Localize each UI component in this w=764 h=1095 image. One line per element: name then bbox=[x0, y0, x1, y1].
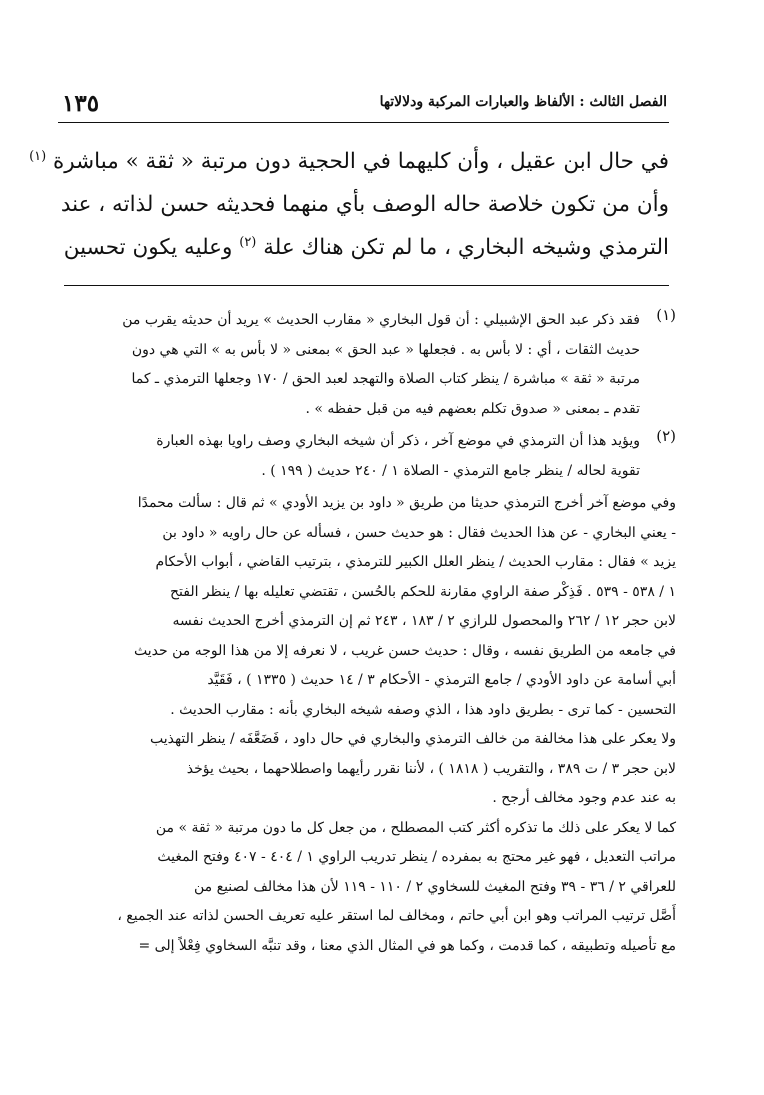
page-number: ١٣٥ bbox=[62, 90, 100, 117]
footnote-line: ١ / ٥٣٨ - ٥٣٩ . فَذِكْر صفة الراوي مقارنة للحكم بالحُسن ، تقتضي تعليله بها / ينظر الفتح bbox=[169, 583, 676, 600]
footnote-line: يزيد » فقال : مقارب الحديث / ينظر العلل الكبير للترمذي ، بترتيب القاضي ، أبواب الأحكام bbox=[155, 554, 676, 570]
footnote-continuation bbox=[62, 489, 676, 961]
footnote-line: تقدم ـ بمعنى « صدوق تكلم بعضهم فيه من قبل حفظه » . bbox=[305, 400, 640, 417]
footnote-line: به عند عدم وجود مخالف أرجح . bbox=[492, 790, 676, 806]
footnote-line: مراتب التعديل ، فهو غير محتج به بمفرده / ينظر تدريب الراوي ١ / ٤٠٤ - ٤٠٧ وفتح المغيث bbox=[157, 849, 676, 865]
footnote-line: للعراقي ٢ / ٣٦ - ٣٩ وفتح المغيث للسخاوي ٢ / ١١٠ - ١١٩ لأن هذا مخالف لصنيع من bbox=[194, 878, 676, 895]
footnote-line: لابن حجر ٣ / ت ٣٨٩ ، والتقريب ( ١٨١٨ ) ، لأننا نقرر رأيهما واصطلاحهما ، بحيث يؤخذ bbox=[186, 760, 676, 777]
footnote-line: وفي موضع آخر أخرج الترمذي حديثا من طريق « داود بن يزيد الأودي » ثم قال : سألت محمدًا bbox=[137, 495, 676, 511]
footnote-line: ويؤيد هذا أن الترمذي في موضع آخر ، ذكر أن شيخه البخاري وصف راويا بهذه العبارة bbox=[156, 433, 640, 449]
footnote-line: تقوية لحاله / ينظر جامع الترمذي - الصلاة ١ / ٢٤٠ حديث ( ١٩٩ ) . bbox=[261, 462, 640, 479]
footnote-line: مرتبة « ثقة » مباشرة / ينظر كتاب الصلاة والتهجد لعبد الحق / ١٧٠ وجعلها الترمذي ـ كما bbox=[131, 371, 640, 387]
main-text-line bbox=[60, 183, 669, 226]
main-text-segment: في حال ابن عقيل ، وأن كليهما في الحجية دون مرتبة « ثقة » مباشرة bbox=[46, 149, 669, 174]
footnote-line: أَصَّل ترتيب المراتب وهو ابن أبي حاتم ، ومخالف لما استقر عليه تعريف الحسن لذاته عند الجميع ، bbox=[117, 908, 676, 924]
main-text-segment: الترمذي وشيخه البخاري ، ما لم تكن هناك علة bbox=[256, 235, 669, 260]
footnote-number: (٢) bbox=[656, 427, 676, 445]
main-text-segment: وعليه يكون تحسين bbox=[63, 235, 240, 260]
running-title: الفصل الثالث : الألفاظ والعبارات المركبة ودلالاتها bbox=[379, 94, 667, 110]
main-text-line bbox=[29, 140, 669, 183]
page-header bbox=[58, 88, 669, 123]
main-text-segment: وأن من تكون خلاصة حاله الوصف بأي منهما فحديثه حسن لذاته ، عند bbox=[60, 192, 669, 217]
footnote-line: - يعني البخاري - عن هذا الحديث فقال : هو حديث حسن ، فسأله عن حال راويه « داود بن bbox=[162, 524, 676, 541]
main-text-line bbox=[64, 226, 669, 269]
footnotes bbox=[62, 306, 676, 961]
footnote-line: فقد ذكر عبد الحق الإشبيلي : أن قول البخاري « مقارب الحديث » يريد أن حديثه يقرب من bbox=[122, 312, 640, 328]
footnote-line: التحسين - كما ترى - بطريق داود هذا ، الذي وصفه شيخه البخاري بأنه : مقارب الحديث . bbox=[170, 701, 676, 718]
footnote-1 bbox=[62, 306, 676, 424]
footnote-line: أبي أسامة عن داود الأودي / جامع الترمذي - الأحكام ٣ / ١٤ حديث ( ١٣٣٥ ) ، فَقَيَّد bbox=[207, 672, 676, 688]
main-text bbox=[29, 140, 669, 269]
footnote-line: مع تأصيله وتطبيقه ، كما قدمت ، وكما هو في المثال الذي معنا ، وقد تنبَّه السخاوي فِعْلاً إلى = bbox=[138, 937, 676, 954]
footnote-ref: (٢) bbox=[239, 234, 257, 250]
footnote-line: ولا يعكر على هذا مخالفة من خالف الترمذي والبخاري في حال داود ، فَضَعَّفَه / ينظر التهذيب bbox=[149, 731, 676, 747]
footnote-line: لابن حجر ١٢ / ٢٦٢ والمحصول للرازي ٢ / ١٨٣ ، ٢٤٣ ثم إن الترمذي أخرج الحديث نفسه bbox=[172, 613, 676, 629]
footnote-line: حديث الثقات ، أي : لا بأس به . فجعلها « عبد الحق » بمعنى « لا بأس به » التي هي دون bbox=[131, 341, 640, 358]
footnote-number: (١) bbox=[656, 306, 676, 324]
footnote-2 bbox=[62, 427, 676, 486]
footnote-line: في جامعه من الطريق نفسه ، وقال : حديث حسن غريب ، لا نعرفه إلا من هذا الوجه من حديث bbox=[133, 642, 676, 659]
footnote-line: كما لا يعكر على ذلك ما تذكره أكثر كتب المصطلح ، من جعل كل ما دون مرتبة « ثقة » من bbox=[155, 819, 676, 836]
footnote-separator bbox=[64, 285, 669, 286]
footnote-ref: (١) bbox=[29, 148, 47, 164]
